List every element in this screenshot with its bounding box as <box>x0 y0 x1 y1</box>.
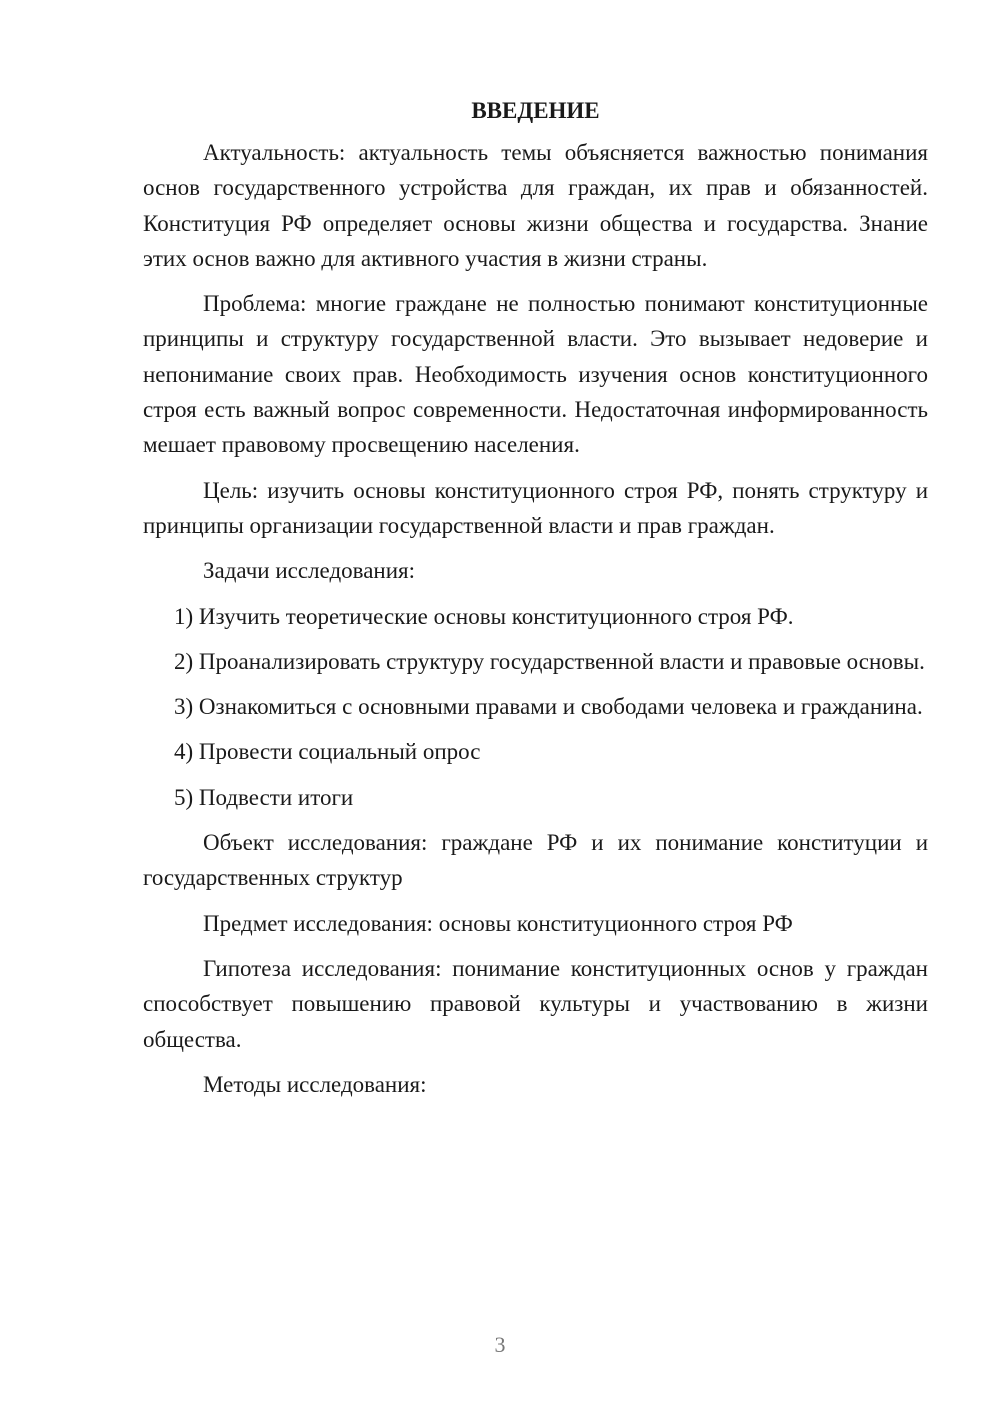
task-item: 1) Изучить теоретические основы конституционного строя РФ. <box>174 603 794 629</box>
task-item: 3) Ознакомиться с основными правами и свободами человека и гражданина. <box>174 694 923 720</box>
task-item: 5) Подвести итоги <box>174 784 354 810</box>
paragraph-object: Объект исследования: граждане РФ и их понимание конституции и государственных структур <box>143 830 928 891</box>
paragraph-relevance: Актуальность: актуальность темы объясняется важностью понимания основ государственного устройства для граждан, их прав и обязанностей. Конституция РФ определяет основы жизни общества и государства. Знание этих основ важно для активного участия в жизни страны. <box>143 140 928 271</box>
page-content <box>143 93 928 1112</box>
page-number: 3 <box>494 1332 506 1357</box>
paragraph-methods: Методы исследования: <box>203 1071 427 1097</box>
section-title: ВВЕДЕНИЕ <box>471 98 600 123</box>
paragraph-hypothesis: Гипотеза исследования: понимание конституционных основ у граждан способствует повышению правовой культуры и участвованию в жизни общества. <box>143 955 928 1052</box>
paragraph-tasks-heading: Задачи исследования: <box>203 558 416 584</box>
paragraph-subject: Предмет исследования: основы конституционного строя РФ <box>203 910 793 936</box>
paragraph-goal: Цель: изучить основы конституционного строя РФ, понять структуру и принципы организации государственной власти и прав граждан. <box>143 477 928 538</box>
task-item: 2) Проанализировать структуру государственной власти и правовые основы. <box>174 648 925 674</box>
paragraph-problem: Проблема: многие граждане не полностью понимают конституционные принципы и структуру государственной власти. Это вызывает недоверие и непонимание своих прав. Необходимость изучения основ конституционного строя есть важный вопрос современности. Недостаточная информированность мешает правовому просвещению населения. <box>143 291 928 458</box>
task-item: 4) Провести социальный опрос <box>174 739 481 765</box>
